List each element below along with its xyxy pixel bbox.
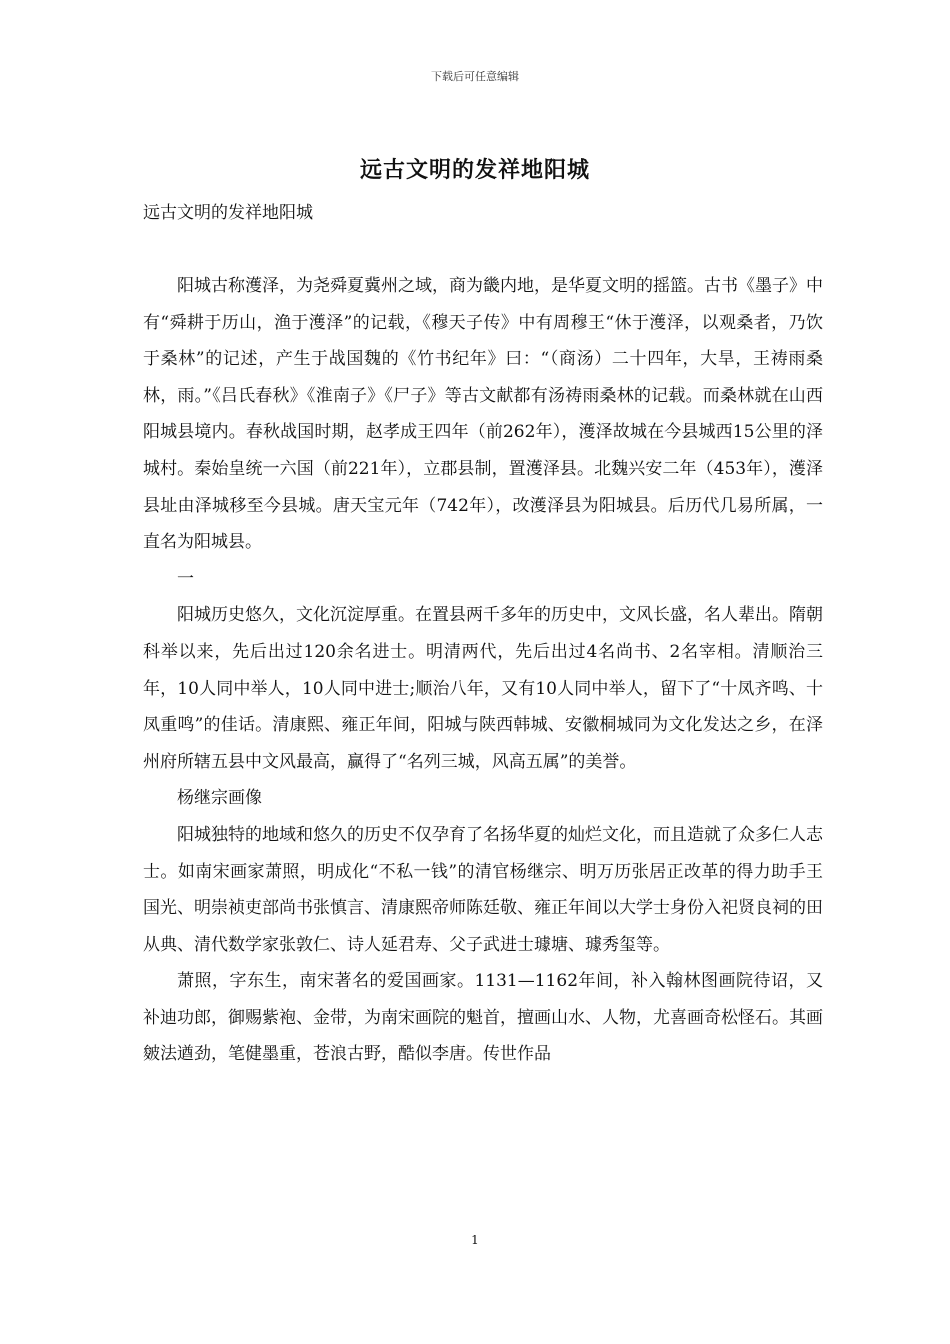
page-number: 1: [471, 1233, 479, 1247]
paragraph-notable-people: 阳城独特的地域和悠久的历史不仅孕育了名扬华夏的灿烂文化，而且造就了众多仁人志士。如南宋画家萧照，明成化“不私一钱”的清官杨继宗、明万历张居正改革的得力助手王国光、明崇祯吏部尚书张慎言、清康熙帝师陈廷敬、雍正年间以大学士身份入祀贤良祠的田从典、清代数学家张敦仁、诗人延君寿、父子武进士璩塘、璩秀玺等。: [143, 824, 823, 955]
document-subtitle: 远古文明的发祥地阳城: [143, 203, 313, 223]
document-body: [143, 268, 823, 1073]
section-marker: 一: [177, 568, 194, 589]
page-header-note: 下载后可任意编辑: [431, 70, 519, 83]
paragraph-history-intro: 阳城古称濩泽，为尧舜夏冀州之域，商为畿内地，是华夏文明的摇篮。古书《墨子》中有“舜耕于历山，渔于濩泽”的记载，《穆天子传》中有周穆王“休于濩泽，以观桑者，乃饮于桑林”的记述，产生于战国魏的《竹书纪年》曰：“（商汤）二十四年，大旱，王祷雨桑林，雨。”《吕氏春秋》《淮南子》《尸子》等古文献都有汤祷雨桑林的记载。而桑林就在山西阳城县境内。春秋战国时期，赵孝成王四年（前262年），濩泽故城在今县城西15公里的泽城村。秦始皇统一六国（前221年），立郡县制，置濩泽县。北魏兴安二年（453年），濩泽县址由泽城移至今县城。唐天宝元年（742年），改濩泽县为阳城县。后历代几易所属，一直名为阳城县。: [143, 276, 823, 553]
paragraph-culture: 阳城历史悠久，文化沉淀厚重。在置县两千多年的历史中，文风长盛，名人辈出。隋朝科举以来，先后出过120余名进士。明清两代，先后出过4名尚书、2名宰相。清顺治三年，10人同中举人，10人同中进士;顺治八年，又有10人同中举人，留下了“十凤齐鸣、十凤重鸣”的佳话。清康熙、雍正年间，阳城与陕西韩城、安徽桐城同为文化发达之乡，在泽州府所辖五县中文风最高，赢得了“名列三城，风高五属”的美誉。: [143, 605, 823, 772]
image-caption: 杨继宗画像: [177, 788, 262, 809]
paragraph-xiao-zhao: 萧照，字东生，南宋著名的爱国画家。1131—1162年间，补入翰林图画院待诏，又补迪功郎，御赐紫袍、金带，为南宋画院的魁首，擅画山水、人物，尤喜画奇松怪石。其画皴法遒劲，笔健墨重，苍浪古野，酷似李唐。传世作品: [143, 971, 823, 1065]
document-title: 远古文明的发祥地阳城: [359, 157, 590, 183]
